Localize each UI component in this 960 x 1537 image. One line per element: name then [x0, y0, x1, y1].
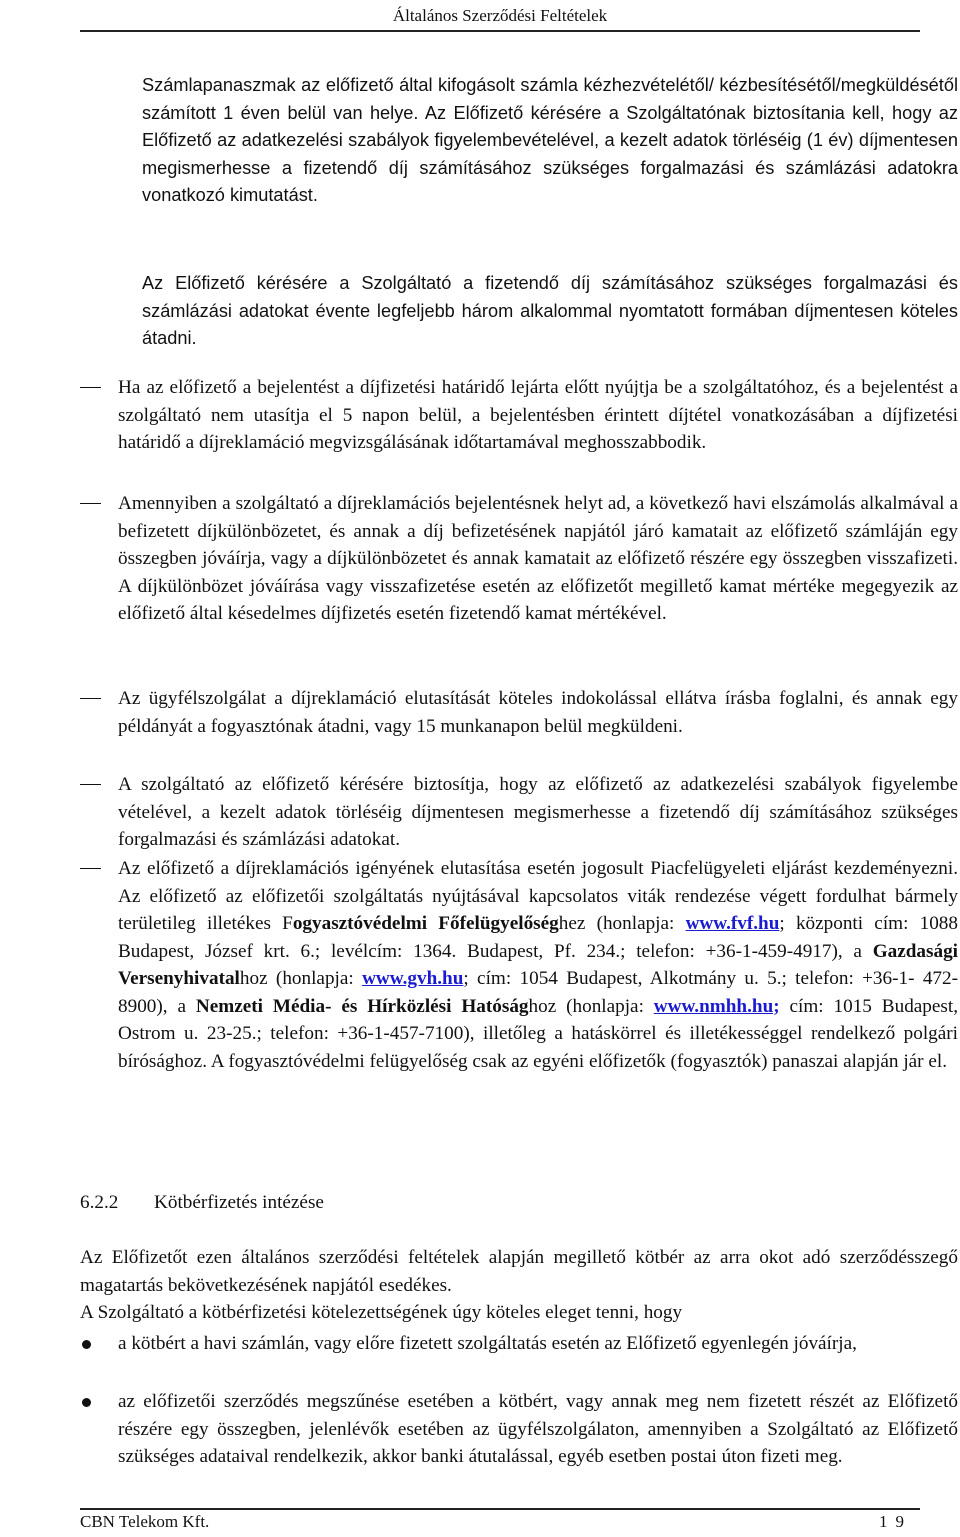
dash-item-text	[118, 855, 958, 1075]
authority-name-nmhh: Nemzeti Média- és Hírközlési Hatóság	[195, 995, 529, 1017]
text-run: cím: 1015 Budapest, Ostrom u. 23-25.; telefon: +36-1-457-7100), illetőleg a hatáskörrel és illetékességgel rendelkező polgári bírósághoz. A fogyasztóvédelmi felügyelőség csak az egyéni előfizetők (fogyasztók) panaszai alapján jár el.	[118, 995, 959, 1072]
bullet-dot	[82, 1398, 91, 1407]
page-number: 19	[879, 1512, 912, 1531]
text-run: hez (honlapja:	[558, 913, 686, 934]
authority-name-gvh: Gazdasági Versenyhivatal	[118, 940, 958, 989]
dash-item-text: Amennyiben a szolgáltató a díjreklamációs bejelentésnek helyt ad, a következő havi elszámolás alkalmával a befizetett díjkülönbözetet, és annak a díj befizetésének napjától járó kamatait az előfizető számláján egy összegben jóváírja, vagy a díjkülönbözetet és annak kamatait az előfizető részére egy összegben visszafizeti. A díjkülönbözet jóváírása vagy visszafizetése esetén az előfizetőt megillető kamat mértéke megegyezik az előfizető által késedelmes díjfizetés esetén fizetendő kamat mértékével.	[118, 493, 958, 624]
bullet-item-text: az előfizetői szerződés megszűnése esetében a kötbért, vagy annak meg nem fizetett részét az Előfizető részére egy összegben, jelenlévők esetében az ügyfélszolgálaton, amennyiben a Szolgáltató az Előfizető szükséges adataival rendelkezik, akkor banki átutalással, egyéb esetben postai úton fizeti meg.	[118, 1391, 958, 1467]
section-number: 6.2.2	[80, 1192, 119, 1213]
link-nmhh[interactable]: www.nmhh.hu;	[653, 995, 780, 1017]
dash-item-text: A szolgáltató az előfizető kérésére biztosítja, hogy az előfizető az adatkezelési szabályok figyelembe vételével, a kezelt adatok törléséig díjmentesen megismerhesse a fizetendő díj számításához szükséges forgalmazási és számlázási adatokat.	[118, 774, 958, 850]
kotber-paragraph-1	[80, 1244, 958, 1299]
intro-text-1b: Az Előfizető kérésére a Szolgáltatónak biztosítania kell, hogy az Előfizető az adatkezelési szabályok figyelembevételével, a kezelt adatok törléséig (1 év) díjmentesen megismerhesse a fizetendő díj számításához szükséges forgalmazási és számlázási adatokra vonatkozó kimutatást.	[142, 102, 958, 205]
kotber-text-2: A Szolgáltató a kötbérfizetési kötelezettségének úgy köteles eleget tenni, hogy	[80, 1302, 683, 1323]
bullet-item-text: a kötbért a havi számlán, vagy előre fizetett szolgáltatás esetén az Előfizető egyenlegén jóváírja,	[118, 1333, 857, 1354]
text-run: ; központi cím: 1088 Budapest, József krt. 6.; levélcím: 1364. Budapest, Pf. 234.; telefon: +36-1-459-4917), a	[118, 913, 958, 962]
text-run: hoz (honlapja:	[239, 968, 363, 989]
dash-marker	[80, 868, 101, 869]
page-header	[80, 4, 920, 32]
section-title: Kötbérfizetés intézése	[154, 1192, 324, 1213]
section-heading	[80, 1189, 324, 1217]
text-run: hoz (honlapja:	[528, 995, 654, 1017]
dash-item-text: Ha az előfizető a bejelentést a díjfizetési határidő lejárta előtt nyújtja be a szolgáltatóhoz, és a bejelentést a szolgáltató nem utasítja el 5 napon belül, a bejelentésben érintett díjtétel vonatkozásában a díjfizetési határidő a díjreklamáció megvizsgálásának időtartamával meghosszabbodik.	[118, 377, 958, 453]
intro-paragraph-1	[142, 72, 958, 210]
header-title: Általános Szerződési Feltételek	[392, 6, 608, 25]
link-fvf[interactable]: www.fvf.hu	[685, 913, 780, 934]
dash-marker	[80, 784, 101, 785]
dash-marker	[80, 503, 101, 504]
dash-marker	[80, 387, 101, 388]
footer-company: CBN Telekom Kft.	[80, 1512, 210, 1531]
kotber-text-1: Az Előfizetőt ezen általános szerződési feltételek alapján megillető kötbér az arra okot adó szerződésszegő magatartás bekövetkezésének napjától esedékes.	[80, 1247, 958, 1296]
text-run: ; cím: 1054 Budapest, Alkotmány u. 5.; telefon: +36-1- 472-8900), a	[118, 968, 959, 1017]
bullet-dot	[82, 1340, 91, 1349]
text-run: Az előfizető a díjreklamációs igényének elutasítása esetén jogosult Piacfelügyeleti eljárást kezdeményezni. Az előfizető az előfizetői szolgáltatás nyújtásával kapcsolatos viták rendezése végett fordulhat bármely területileg illetékes F	[118, 858, 958, 934]
page-footer	[80, 1508, 920, 1536]
dash-item-text: Az ügyfélszolgálat a díjreklamáció elutasítását köteles indokolással ellátva írásba foglalni, és annak egy példányát a fogyasztónak átadni, vagy 15 munkanapon belül megküldeni.	[118, 688, 958, 737]
intro-text-2: Az Előfizető kérésére a Szolgáltató a fizetendő díj számításához szükséges forgalmazási és számlázási adatokat évente legfeljebb három alkalommal nyomtatott formában díjmentesen köteles átadni.	[142, 273, 958, 348]
authority-name-fvf: ogyasztóvédelmi Főfelügyelőség	[292, 913, 559, 934]
intro-text-1a: Számlapanaszmak az előfizető által kifogásolt számla kézhezvételétől/ kézbesítésétől/megküldésétől számított 1 éven belül van helye.	[142, 75, 958, 123]
link-gvh[interactable]: www.gvh.hu	[362, 968, 464, 989]
dash-marker	[80, 698, 101, 699]
intro-paragraph-2	[142, 270, 958, 353]
kotber-paragraph-2	[80, 1299, 958, 1327]
